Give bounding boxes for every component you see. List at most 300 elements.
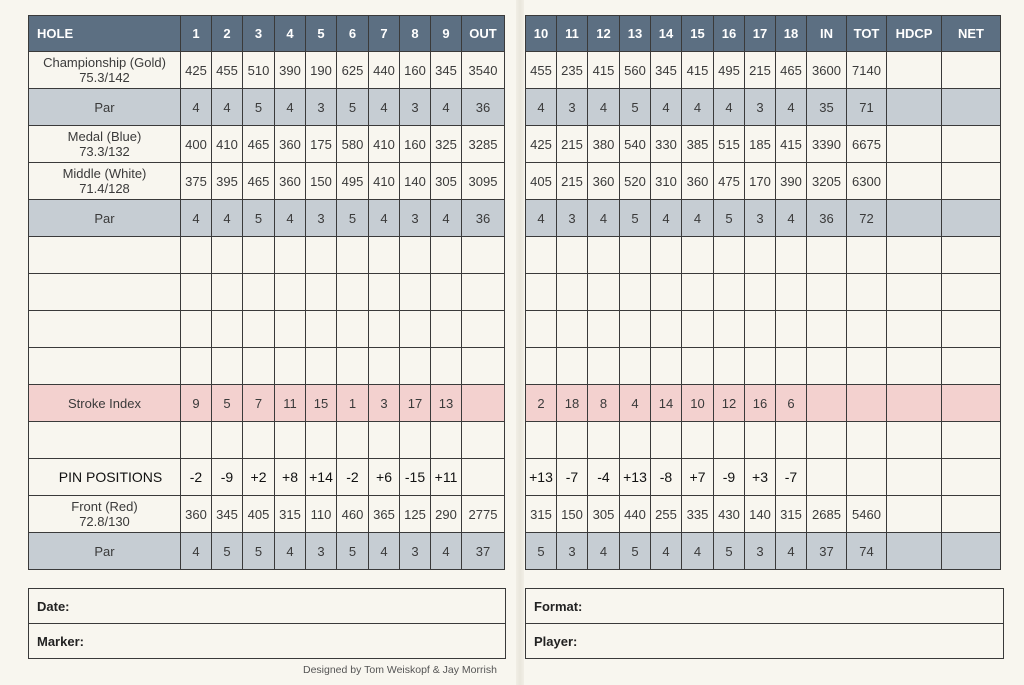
hole-number-header: 2 xyxy=(212,16,243,52)
row-label xyxy=(29,311,181,348)
score-cell[interactable] xyxy=(588,311,620,348)
score-cell: 4 xyxy=(275,533,306,570)
score-cell: 580 xyxy=(337,126,369,163)
score-cell: +8 xyxy=(275,459,306,496)
score-cell: 405 xyxy=(243,496,275,533)
score-cell[interactable] xyxy=(275,237,306,274)
score-cell[interactable] xyxy=(243,311,275,348)
score-cell[interactable] xyxy=(887,348,942,385)
hole-number-header: NET xyxy=(942,16,1001,52)
score-cell[interactable] xyxy=(887,459,942,496)
score-cell: 440 xyxy=(620,496,651,533)
score-cell[interactable] xyxy=(651,422,682,459)
score-cell: -2 xyxy=(337,459,369,496)
score-cell[interactable] xyxy=(526,237,557,274)
score-cell[interactable] xyxy=(807,237,847,274)
score-cell: 4 xyxy=(431,89,462,126)
score-cell[interactable] xyxy=(651,237,682,274)
marker-field[interactable] xyxy=(29,624,505,658)
score-cell[interactable] xyxy=(369,311,400,348)
score-cell[interactable] xyxy=(400,237,431,274)
row-label xyxy=(29,237,181,274)
blank-row xyxy=(29,311,505,348)
hole-number-header: 18 xyxy=(776,16,807,52)
score-cell: 4 xyxy=(431,200,462,237)
score-cell[interactable] xyxy=(181,348,212,385)
score-cell: 3 xyxy=(745,533,776,570)
score-cell: 5 xyxy=(212,533,243,570)
score-cell: 315 xyxy=(526,496,557,533)
score-cell[interactable] xyxy=(400,311,431,348)
date-marker-box xyxy=(28,588,506,659)
row-label xyxy=(29,533,181,570)
score-cell[interactable] xyxy=(243,274,275,311)
score-cell: 380 xyxy=(588,126,620,163)
score-cell: +2 xyxy=(243,459,275,496)
score-cell: 385 xyxy=(682,126,714,163)
score-cell[interactable] xyxy=(942,348,1001,385)
score-cell: 160 xyxy=(400,52,431,89)
score-cell: 12 xyxy=(714,385,745,422)
score-cell[interactable] xyxy=(243,237,275,274)
score-cell[interactable] xyxy=(807,348,847,385)
hole-number-header: 4 xyxy=(275,16,306,52)
score-cell: 4 xyxy=(212,89,243,126)
score-cell: 36 xyxy=(807,200,847,237)
score-cell[interactable] xyxy=(557,237,588,274)
score-cell[interactable] xyxy=(306,422,337,459)
hole-number-header: 15 xyxy=(682,16,714,52)
score-cell[interactable] xyxy=(887,126,942,163)
score-cell: 3 xyxy=(400,89,431,126)
score-cell[interactable] xyxy=(776,274,807,311)
score-cell[interactable] xyxy=(942,274,1001,311)
score-cell: 330 xyxy=(651,126,682,163)
score-cell[interactable] xyxy=(181,311,212,348)
score-cell[interactable] xyxy=(588,348,620,385)
score-cell: 175 xyxy=(306,126,337,163)
hole-number-header: 8 xyxy=(400,16,431,52)
score-cell[interactable] xyxy=(275,311,306,348)
back-nine-table xyxy=(525,15,1001,570)
score-cell[interactable] xyxy=(181,274,212,311)
hole-number-header: TOT xyxy=(847,16,887,52)
score-cell[interactable] xyxy=(306,348,337,385)
blank-row xyxy=(29,237,505,274)
score-cell: 3205 xyxy=(807,163,847,200)
score-cell: 335 xyxy=(682,496,714,533)
score-cell: 465 xyxy=(243,126,275,163)
score-cell[interactable] xyxy=(942,385,1001,422)
score-cell[interactable] xyxy=(942,89,1001,126)
score-cell[interactable] xyxy=(651,274,682,311)
score-cell: 10 xyxy=(682,385,714,422)
score-cell[interactable] xyxy=(400,274,431,311)
score-cell[interactable] xyxy=(887,422,942,459)
score-cell[interactable] xyxy=(714,237,745,274)
score-cell: 625 xyxy=(337,52,369,89)
score-cell: 3 xyxy=(745,200,776,237)
score-cell[interactable] xyxy=(588,237,620,274)
score-cell[interactable] xyxy=(557,274,588,311)
score-cell: 5 xyxy=(714,533,745,570)
score-cell: 4 xyxy=(651,533,682,570)
score-cell: 3 xyxy=(557,200,588,237)
score-cell[interactable] xyxy=(887,311,942,348)
si-row xyxy=(29,385,505,422)
score-cell[interactable] xyxy=(620,311,651,348)
score-cell[interactable] xyxy=(212,237,243,274)
score-cell: 3390 xyxy=(807,126,847,163)
score-cell: 6675 xyxy=(847,126,887,163)
score-cell: 4 xyxy=(714,89,745,126)
score-cell[interactable] xyxy=(526,348,557,385)
score-cell[interactable] xyxy=(942,237,1001,274)
score-cell[interactable] xyxy=(942,496,1001,533)
score-cell[interactable] xyxy=(651,348,682,385)
score-cell: 455 xyxy=(526,52,557,89)
row-row xyxy=(526,163,1001,200)
score-cell: 5 xyxy=(620,200,651,237)
score-cell[interactable] xyxy=(745,311,776,348)
score-cell[interactable] xyxy=(651,311,682,348)
row-label-line1: Medal (Blue) xyxy=(67,129,142,144)
score-cell: 425 xyxy=(526,126,557,163)
score-cell[interactable] xyxy=(714,348,745,385)
score-cell[interactable] xyxy=(400,348,431,385)
score-cell[interactable] xyxy=(243,348,275,385)
hole-number-header: 1 xyxy=(181,16,212,52)
row-label-line1: Championship (Gold) xyxy=(43,55,166,70)
score-cell[interactable] xyxy=(431,422,462,459)
score-cell: 37 xyxy=(807,533,847,570)
score-cell[interactable] xyxy=(369,274,400,311)
score-cell: 5 xyxy=(714,200,745,237)
score-cell[interactable] xyxy=(942,533,1001,570)
score-cell[interactable] xyxy=(745,274,776,311)
score-cell[interactable] xyxy=(887,533,942,570)
score-cell: 310 xyxy=(651,163,682,200)
score-cell: 4 xyxy=(776,89,807,126)
score-cell: 36 xyxy=(462,200,505,237)
score-cell: 510 xyxy=(243,52,275,89)
score-cell[interactable] xyxy=(431,274,462,311)
score-cell[interactable] xyxy=(588,422,620,459)
score-cell[interactable] xyxy=(887,237,942,274)
score-cell[interactable] xyxy=(337,422,369,459)
score-cell[interactable] xyxy=(776,422,807,459)
score-cell[interactable] xyxy=(942,311,1001,348)
par-row xyxy=(526,200,1001,237)
hole-number-header: 16 xyxy=(714,16,745,52)
hole-number-header: IN xyxy=(807,16,847,52)
score-cell: 215 xyxy=(745,52,776,89)
score-cell: 1 xyxy=(337,385,369,422)
score-cell[interactable] xyxy=(431,311,462,348)
score-cell: 3 xyxy=(400,200,431,237)
score-cell[interactable] xyxy=(306,274,337,311)
score-cell: 440 xyxy=(369,52,400,89)
row-label-line2: 71.4/128 xyxy=(79,181,130,196)
score-cell: 4 xyxy=(369,200,400,237)
score-cell[interactable] xyxy=(942,163,1001,200)
score-cell[interactable] xyxy=(847,237,887,274)
score-cell[interactable] xyxy=(682,274,714,311)
score-cell[interactable] xyxy=(462,348,505,385)
hole-number-header: 11 xyxy=(557,16,588,52)
score-cell[interactable] xyxy=(369,237,400,274)
score-cell[interactable] xyxy=(620,237,651,274)
score-cell[interactable] xyxy=(337,348,369,385)
score-cell: 160 xyxy=(400,126,431,163)
score-cell[interactable] xyxy=(557,422,588,459)
score-cell[interactable] xyxy=(942,422,1001,459)
score-cell: 215 xyxy=(557,126,588,163)
score-cell: -4 xyxy=(588,459,620,496)
score-cell[interactable] xyxy=(942,52,1001,89)
row-label xyxy=(29,126,181,163)
row-label xyxy=(29,200,181,237)
score-cell: 325 xyxy=(431,126,462,163)
score-cell[interactable] xyxy=(887,200,942,237)
front-nine-table xyxy=(28,15,505,570)
score-cell[interactable] xyxy=(807,422,847,459)
score-cell: +13 xyxy=(526,459,557,496)
score-cell: 4 xyxy=(682,89,714,126)
score-cell: 140 xyxy=(400,163,431,200)
score-cell: 520 xyxy=(620,163,651,200)
score-cell[interactable] xyxy=(181,422,212,459)
score-cell: 390 xyxy=(275,52,306,89)
score-cell[interactable] xyxy=(526,422,557,459)
row-label-line2: 73.3/132 xyxy=(79,144,130,159)
score-cell[interactable] xyxy=(526,274,557,311)
score-cell[interactable] xyxy=(887,163,942,200)
score-cell[interactable] xyxy=(847,348,887,385)
score-cell[interactable] xyxy=(462,311,505,348)
score-cell: -9 xyxy=(212,459,243,496)
score-cell[interactable] xyxy=(337,237,369,274)
score-cell[interactable] xyxy=(620,274,651,311)
score-cell: 4 xyxy=(181,533,212,570)
score-cell[interactable] xyxy=(887,274,942,311)
score-cell: 6300 xyxy=(847,163,887,200)
score-cell[interactable] xyxy=(847,274,887,311)
score-cell[interactable] xyxy=(462,274,505,311)
score-cell[interactable] xyxy=(275,422,306,459)
score-cell: 6 xyxy=(776,385,807,422)
score-cell: 415 xyxy=(776,126,807,163)
score-cell: 185 xyxy=(745,126,776,163)
score-cell[interactable] xyxy=(431,237,462,274)
score-cell[interactable] xyxy=(887,385,942,422)
row-label xyxy=(29,274,181,311)
row-label-line1: Par xyxy=(94,99,115,115)
format-player-box xyxy=(525,588,1004,659)
score-cell[interactable] xyxy=(776,311,807,348)
score-cell[interactable] xyxy=(847,311,887,348)
row-row xyxy=(526,496,1001,533)
score-cell[interactable] xyxy=(212,274,243,311)
score-cell: 150 xyxy=(306,163,337,200)
score-cell: 415 xyxy=(682,52,714,89)
score-cell[interactable] xyxy=(275,274,306,311)
hole-number-header: 5 xyxy=(306,16,337,52)
score-cell: 515 xyxy=(714,126,745,163)
score-cell xyxy=(847,385,887,422)
score-cell: 495 xyxy=(714,52,745,89)
score-cell[interactable] xyxy=(942,459,1001,496)
score-cell: 4 xyxy=(588,533,620,570)
score-cell: 125 xyxy=(400,496,431,533)
score-cell: 3 xyxy=(306,533,337,570)
par-row xyxy=(526,533,1001,570)
row-row xyxy=(526,126,1001,163)
score-cell: 4 xyxy=(275,89,306,126)
score-cell[interactable] xyxy=(714,274,745,311)
score-cell[interactable] xyxy=(887,89,942,126)
score-cell: 3600 xyxy=(807,52,847,89)
score-cell: 360 xyxy=(275,126,306,163)
score-cell: 215 xyxy=(557,163,588,200)
score-cell[interactable] xyxy=(776,237,807,274)
score-cell: 11 xyxy=(275,385,306,422)
score-cell[interactable] xyxy=(306,311,337,348)
score-cell: 17 xyxy=(400,385,431,422)
score-cell: 345 xyxy=(651,52,682,89)
score-cell[interactable] xyxy=(212,348,243,385)
si-row xyxy=(526,385,1001,422)
score-cell: 3 xyxy=(400,533,431,570)
score-cell[interactable] xyxy=(400,422,431,459)
row-label xyxy=(29,496,181,533)
score-cell[interactable] xyxy=(745,348,776,385)
score-cell[interactable] xyxy=(807,274,847,311)
score-cell[interactable] xyxy=(620,348,651,385)
score-cell: 5 xyxy=(620,89,651,126)
score-cell: 465 xyxy=(243,163,275,200)
player-field[interactable] xyxy=(526,624,1003,658)
hole-number-header: HDCP xyxy=(887,16,942,52)
score-cell[interactable] xyxy=(682,237,714,274)
score-cell[interactable] xyxy=(620,422,651,459)
score-cell: +3 xyxy=(745,459,776,496)
score-cell[interactable] xyxy=(942,200,1001,237)
pin-row xyxy=(29,459,505,496)
hole-number-header: 10 xyxy=(526,16,557,52)
hole-number-header: 6 xyxy=(337,16,369,52)
row-label xyxy=(29,385,181,422)
score-cell[interactable] xyxy=(682,422,714,459)
score-cell: +6 xyxy=(369,459,400,496)
page-fold xyxy=(516,0,524,685)
score-cell: 560 xyxy=(620,52,651,89)
score-cell[interactable] xyxy=(306,237,337,274)
hole-number-header: 14 xyxy=(651,16,682,52)
score-cell[interactable] xyxy=(212,422,243,459)
score-cell: +14 xyxy=(306,459,337,496)
score-cell xyxy=(462,385,505,422)
score-cell: 14 xyxy=(651,385,682,422)
score-cell[interactable] xyxy=(745,422,776,459)
score-cell: 540 xyxy=(620,126,651,163)
score-cell: 255 xyxy=(651,496,682,533)
score-cell[interactable] xyxy=(557,348,588,385)
score-cell: 4 xyxy=(181,89,212,126)
row-label-line1: Stroke Index xyxy=(68,395,141,411)
date-field[interactable] xyxy=(29,589,505,624)
score-cell: 15 xyxy=(306,385,337,422)
score-cell[interactable] xyxy=(212,311,243,348)
score-cell[interactable] xyxy=(887,496,942,533)
score-cell: 495 xyxy=(337,163,369,200)
score-cell[interactable] xyxy=(887,52,942,89)
score-cell[interactable] xyxy=(776,348,807,385)
score-cell: 4 xyxy=(526,200,557,237)
score-cell[interactable] xyxy=(942,126,1001,163)
score-cell[interactable] xyxy=(275,348,306,385)
score-cell[interactable] xyxy=(181,237,212,274)
score-cell: 5 xyxy=(337,533,369,570)
format-field[interactable] xyxy=(526,589,1003,624)
score-cell[interactable] xyxy=(462,422,505,459)
score-cell: 3540 xyxy=(462,52,505,89)
blank-row xyxy=(29,274,505,311)
score-cell xyxy=(807,385,847,422)
score-cell: 365 xyxy=(369,496,400,533)
score-cell: 4 xyxy=(651,200,682,237)
score-cell[interactable] xyxy=(714,422,745,459)
score-cell[interactable] xyxy=(243,422,275,459)
score-cell[interactable] xyxy=(526,311,557,348)
score-cell[interactable] xyxy=(369,348,400,385)
score-cell: 410 xyxy=(369,126,400,163)
score-cell: 3 xyxy=(557,89,588,126)
score-cell: 3 xyxy=(557,533,588,570)
score-cell[interactable] xyxy=(745,237,776,274)
score-cell[interactable] xyxy=(462,237,505,274)
score-cell: +11 xyxy=(431,459,462,496)
score-cell: 465 xyxy=(776,52,807,89)
score-cell[interactable] xyxy=(431,348,462,385)
score-cell[interactable] xyxy=(714,311,745,348)
score-cell: 5460 xyxy=(847,496,887,533)
score-cell: 3 xyxy=(745,89,776,126)
score-cell[interactable] xyxy=(588,274,620,311)
score-cell[interactable] xyxy=(847,422,887,459)
front-nine-header xyxy=(29,16,505,52)
score-cell[interactable] xyxy=(807,311,847,348)
score-cell: 72 xyxy=(847,200,887,237)
score-cell[interactable] xyxy=(682,348,714,385)
score-cell[interactable] xyxy=(369,422,400,459)
score-cell[interactable] xyxy=(557,311,588,348)
format-label: Format: xyxy=(534,598,583,614)
row-row xyxy=(29,163,505,200)
score-cell: 170 xyxy=(745,163,776,200)
score-cell: 3 xyxy=(306,200,337,237)
score-cell: 3 xyxy=(369,385,400,422)
score-cell: 4 xyxy=(369,533,400,570)
score-cell: 35 xyxy=(807,89,847,126)
score-cell: 140 xyxy=(745,496,776,533)
row-label xyxy=(29,52,181,89)
hole-number-header: 7 xyxy=(369,16,400,52)
score-cell: 425 xyxy=(181,52,212,89)
score-cell[interactable] xyxy=(337,311,369,348)
score-cell[interactable] xyxy=(682,311,714,348)
score-cell[interactable] xyxy=(337,274,369,311)
